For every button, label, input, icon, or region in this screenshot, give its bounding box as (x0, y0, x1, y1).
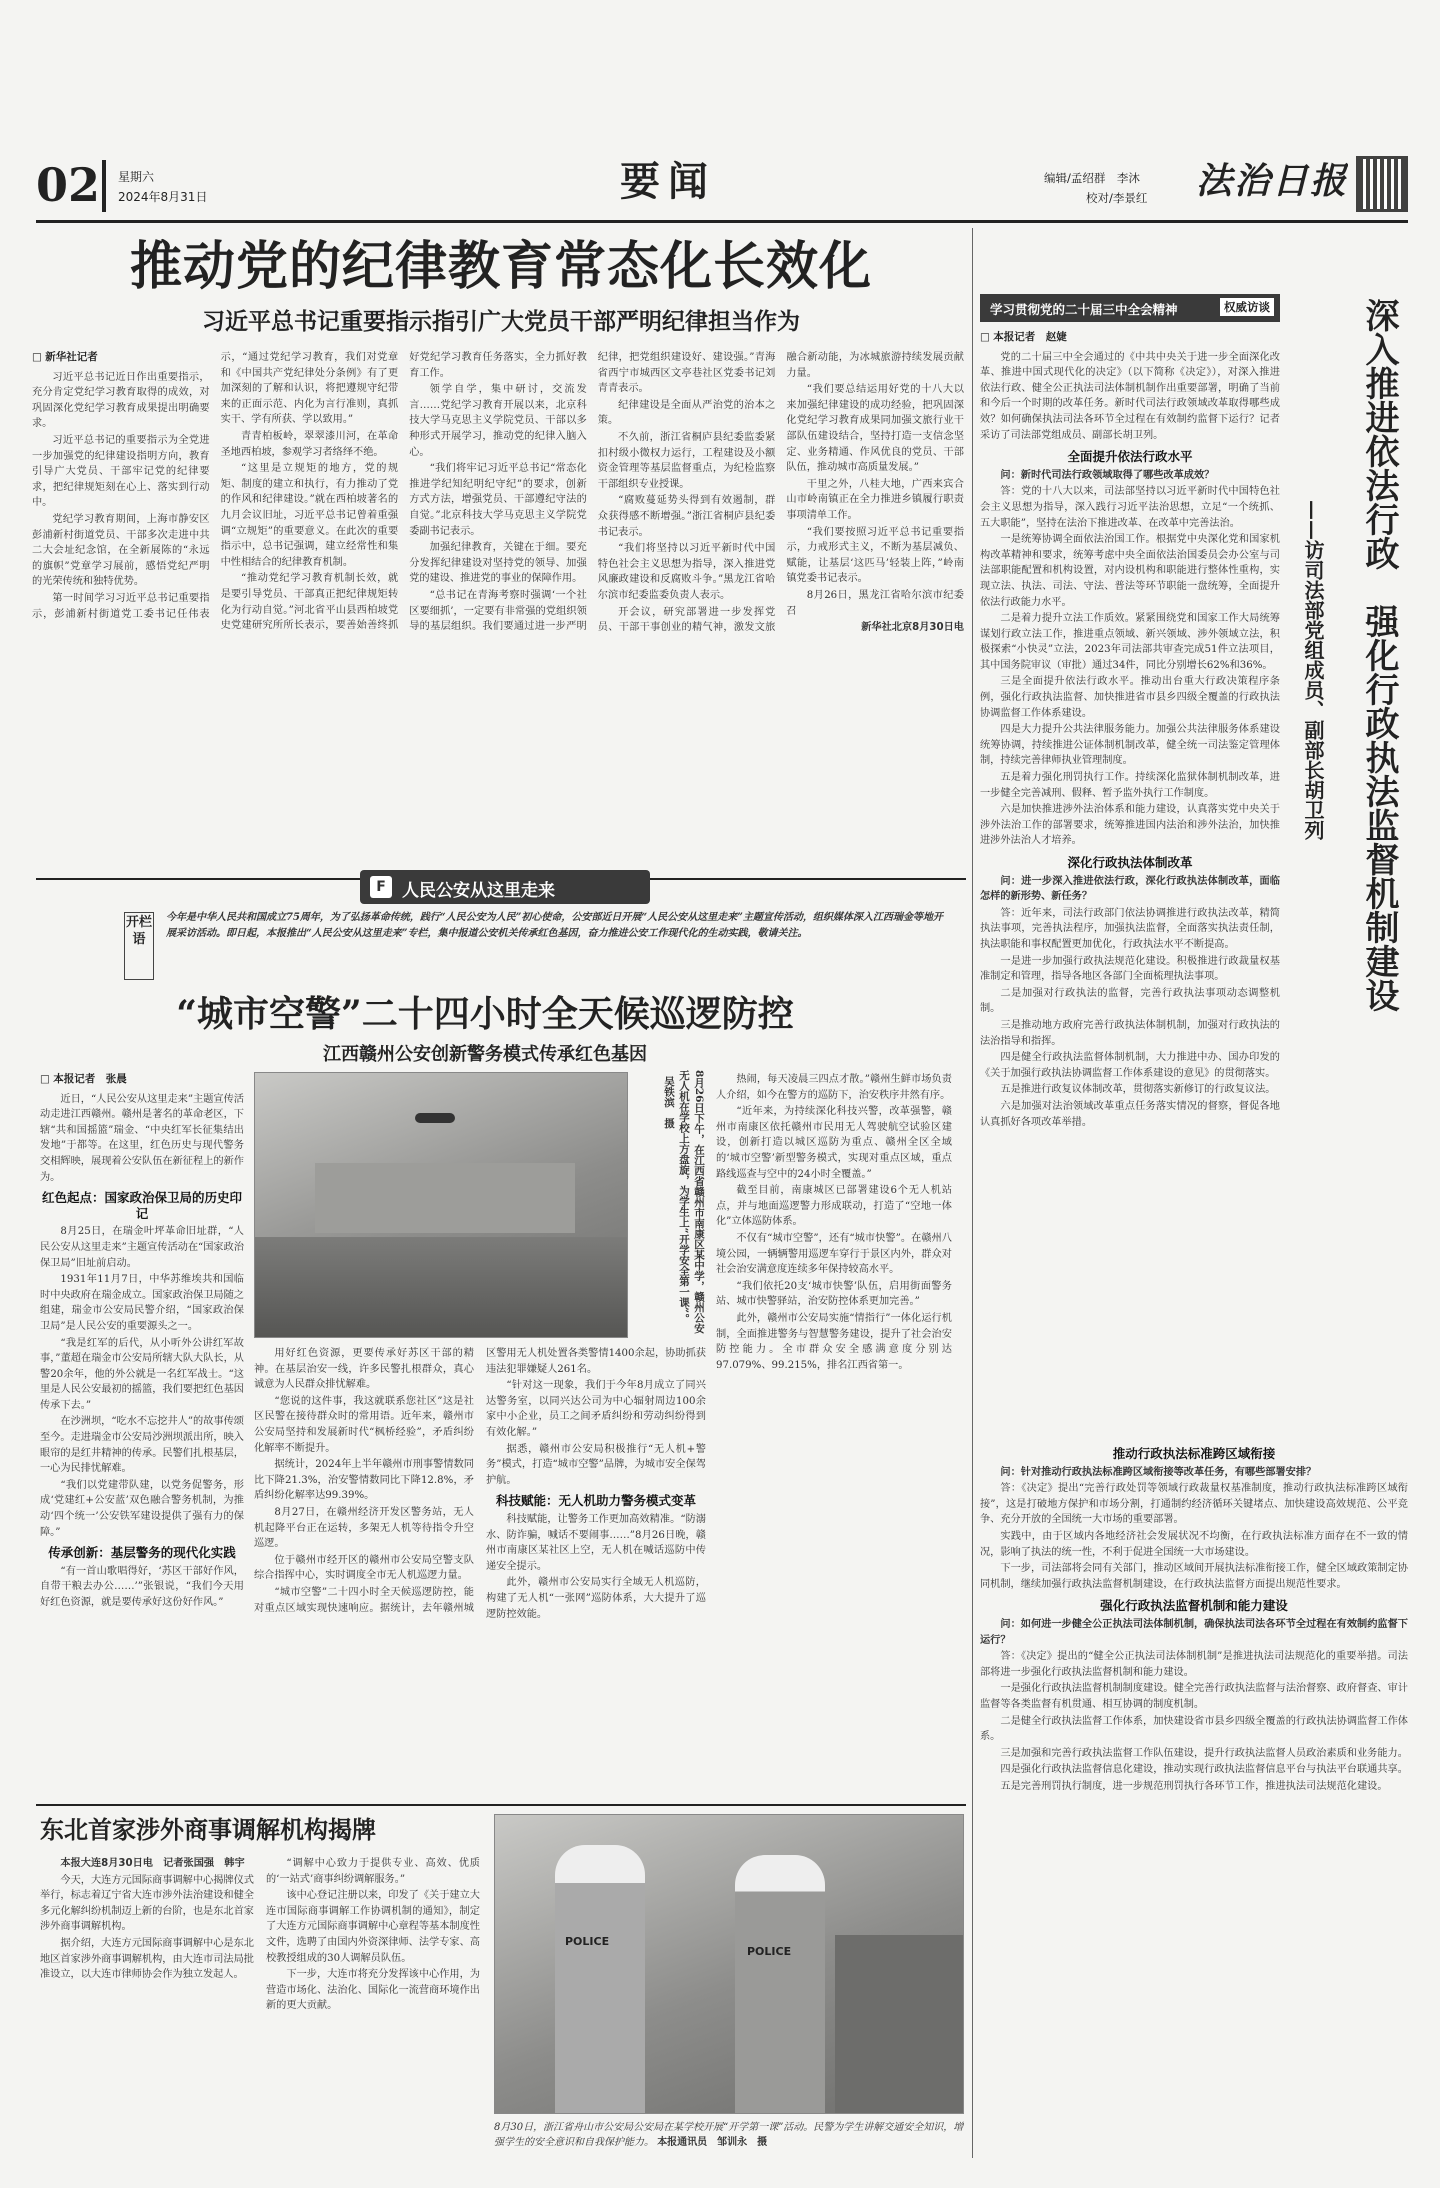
interview-answer: 答：近年来，司法行政部门依法协调推进行政执法改革，精简执法事项，完善执法程序，加强执法监督，全面落实执法责任制，执法职能和事权配置更加优化，行政执法水平不断提高。 (980, 907, 1280, 950)
police-paragraph: 8月27日，在赣州经济开发区警务站，无人机起降平台正在运转，多架无人机等待指令升空巡逻。 (254, 1506, 474, 1550)
lead-paragraph: 纪律建设是全面从严治党的治本之策。 (597, 399, 776, 427)
northeast-lead: 本报大连8月30日电 记者张国强 韩宇 (60, 1858, 245, 1869)
newspaper-logo: 法治日报 (1196, 160, 1349, 202)
lead-signoff: 新华社北京8月30日电 (861, 622, 964, 634)
masthead-rule (36, 220, 1408, 223)
interview-answer: 二是健全行政执法监督工作体系，加快建设省市县乡四级全覆盖的行政执法协调监督工作体系。 (980, 1715, 1408, 1743)
police-paragraph: 8月25日，在瑞金叶坪革命旧址群，“人民公安从这里走来”主题宣传活动在“国家政治保卫局”旧址前启动。 (40, 1226, 244, 1269)
lead-byline: □ 新华社记者 (32, 350, 210, 366)
lead-paragraph: “腐败蔓延势头得到有效遏制，群众获得感不断增强。”浙江省桐庐县纪委书记表示。 (597, 495, 776, 538)
lead-paragraph: “推动党纪学习教育机制长效，就是要引导党员、干部真正把纪律规矩转化为行动自觉。”河北省平山县西柏坡党史党建研究所所长表示，要善始善终抓好党纪学习教育任务落实，全力抓好教育工作。 (220, 352, 587, 632)
children-shape (835, 1935, 964, 2114)
interview-question: 问：新时代司法行政领域取得了哪些改革成效？ (1000, 468, 1215, 481)
interview-section-head: 全面提升依法行政水平 (1067, 449, 1193, 465)
police-paragraph: “针对这一现象，我们于今年8月成立了同兴达警务室，以同兴达公司为中心辐射周边100余家中小企业，员工之间矛盾纠纷和劳动纠纷得到有效化解。” (486, 1380, 706, 1438)
lead-paragraph: 8月26日，黑龙江省哈尔滨市纪委召 (786, 589, 964, 617)
police-paragraph: 截至目前，南康城区已部署建设6个无人机站点，并与地面巡逻警力形成联动，打造了“空地一体化”立体巡防体系。 (716, 1185, 952, 1228)
police-paragraph: “城市空警”二十四小时全天候巡逻防控，能对重点区域实现快速响应。据统计，去年赣州城区警用无人机处置各类警情1400余起，协助抓获违法犯罪嫌疑人261名。 (254, 1348, 706, 1614)
photo-caption-vertical (636, 1070, 706, 1340)
police-col-1 (40, 1072, 244, 1792)
police-paragraph: “有一首山歌唱得好，‘苏区干部好作风，自带干粮去办公……’”张银说，“我们今天用好红色资源，就是要传承好这份好作风。” (40, 1565, 244, 1608)
northeast-body (40, 1856, 480, 2158)
drone-photo (254, 1072, 628, 1338)
interview-answer: 五是推进行政复议体制改革，贯彻落实新修订的行政复议法。 (1000, 1084, 1276, 1096)
lead-paragraph: “我们将坚持以习近平新时代中国特色社会主义思想为指导，深入推进党风廉政建设和反腐败斗争。”黑龙江省哈尔滨市纪委监委负责人表示。 (597, 543, 776, 601)
interview-answer: 三是全面提升依法行政水平。推动出台重大行政决策程序条例，强化行政执法监督、加快推进省市县乡四级全覆盖的行政执法协调监督工作体系建设。 (980, 676, 1280, 719)
interview-answer: 五是着力强化刑罚执行工作。持续深化监狱体制机制改革，进一步健全完善减刑、假释、暂予监外执行工作制度。 (980, 772, 1280, 799)
police-paragraph: “我们依托20支‘城市快警’队伍，启用街面警务站、城市快警驿站，治安防控体系更加完善。” (716, 1280, 952, 1308)
northeast-paragraph: 下一步，大连市将充分发挥该中心作用，为营造市场化、法治化、国际化一流营商环境作出新的更大贡献。 (266, 1969, 480, 2012)
lead-paragraph: 第一时间学习习近平总书记重要指示，彭浦新村街道党工委书记任伟表示，“通过党纪学习教育，我们对党章和《中国共产党纪律处分条例》有了更加深刻的了解和认识，将把遵规守纪带来的正面示范、内化为言行准则，真抓实干、学有所获、学以致用。” (32, 352, 399, 620)
police-paragraph: 据统计，2024年上半年赣州市刑事警情数同比下降21.3%，治安警情数同比下降12.8%，矛盾纠纷化解率达99.39%。 (254, 1459, 474, 1502)
police-cols-2-3 (254, 1346, 706, 1792)
lead-paragraph: 习近平总书记近日作出重要指示，充分肯定党纪学习教育取得的成效，对巩固深化党纪学习教育成果提出明确要求。 (32, 371, 210, 430)
police-paragraph: “近年来，为持续深化科技兴警，改革强警，赣州市南康区依托赣州市民用无人驾驶航空试验区建设，创新打造以城区巡防为重点、赣州全区全域的‘城市空警’新型警务模式，实现对重点区域，重点路线巡查与空中的24小时全覆盖。” (716, 1106, 952, 1180)
northeast-paragraph: 该中心登记注册以来，印发了《关于建立大连市国际商事调解工作协调机制的通知》，制定了大连方元国际商事调解中心章程等基本制度性文件，选聘了由国内外资深律师、法学专家、高校教授组成的30人调解员队伍。 (266, 1890, 480, 1964)
officer-sign-right: POLICE (747, 1945, 792, 1958)
banner-text: 人民公安从这里走来 (402, 881, 555, 901)
bottom-photo-caption (494, 2120, 964, 2150)
lead-paragraph: 开会议，研究部署进一步发挥党员、干部干事创业的精气神，激发文旅融合新动能，为冰城旅游持续发展贡献力量。 (597, 352, 964, 634)
interview-title: 深入推进依法行政 强化行政执法监督机制建设 (1359, 298, 1399, 1012)
column-banner (360, 870, 650, 904)
police-paragraph: “您说的这件事，我这就联系您社区”这是社区民警在接待群众时的常用语。近年来，赣州市公安局坚持和发展新时代“枫桥经验”，矛盾纠纷化解率不断提升。 (254, 1395, 474, 1454)
police-byline: □ 本报记者 张晨 (40, 1072, 244, 1088)
police-title: “城市空警”二十四小时全天候巡逻防控 (176, 993, 794, 1035)
northeast-paragraph: 据介绍，大连方元国际商事调解中心是东北地区首家涉外商事调解机构，由大连市司法局批准设立，以大连市律师协会作为独立发起人。 (40, 1937, 254, 1981)
page-number: 02 (36, 160, 101, 210)
editor-credit: 编辑/孟绍群 李沐 (1044, 171, 1140, 185)
interview-byline: □ 本报记者 赵婕 (980, 330, 1280, 346)
police-paragraph: 此外，赣州市公安局实施“情指行”一体化运行机制，全面推进警务与智慧警务建设，提升了社会治安防控能力。全市群众安全感满意度分别达97.079%、99.215%，排名江西省第一。 (716, 1312, 952, 1371)
intro-tag: 开栏语 (124, 912, 154, 980)
lead-paragraph: “总书记在青海考察时强调‘一个社区要细抓’，一定要有非常强的党组织领导的基层组织。我们要通过进一步严明纪律，把党组织建设好、建设强。”青海省西宁市城西区文亭巷社区党委书记刘青青表示。 (409, 352, 776, 633)
police-cols-4-5 (716, 1072, 952, 1792)
interview-answer: 下一步，司法部将会同有关部门，推动区域间开展执法标准衔接工作，健全区域政策制定协同机制，继续加强行政执法监督机制建设，在行政执法监督方面提出规范性要求。 (980, 1563, 1408, 1590)
lead-title: 推动党的纪律教育常态化长效化 (129, 236, 872, 297)
weekday: 星期六 (118, 170, 155, 184)
interview-section-head: 深化行政执法体制改革 (1067, 855, 1193, 870)
lead-paragraph: 加强纪律教育，关键在于细。要充分发挥纪律建设对坚持党的领导、加强党的建设、推进党的事业的保障作用。 (409, 542, 587, 585)
lead-paragraph: 习近平总书记的重要指示为全党进一步加强党的纪律建设指明方向，教育引导广大党员、干部牢记党的纪律要求，把纪律规矩刻在心上、落实到行动中。 (32, 434, 210, 509)
officer-figure-right (735, 1855, 825, 2114)
lead-paragraph: 不久前，浙江省桐庐县纪委监委紧扣村级小微权力运行，工程建设及小额资金管理等基层监督重点，为纪检监察干部组织专业授课。 (597, 431, 776, 490)
interview-tag (980, 294, 1280, 322)
police-subtitle: 江西赣州公安创新警务模式传承红色基因 (323, 1044, 647, 1065)
police-paragraph: “我们以党建带队建，以党务促警务，形成‘党建红+公安蓝’双色融合警务机制，为推动‘四个统一’公安铁军建设提供了强有力的保障。” (40, 1479, 244, 1538)
lead-paragraph: “我们将牢记习近平总书记“常态化推进学纪知纪明纪守纪”的要求，创新方式方法，增强党员、干部遵纪守法的自觉。”北京科技大学马克思主义学院党委副书记表示。 (409, 463, 587, 537)
police-paragraph: 近日，“人民公安从这里走来”主题宣传活动走进江西赣州。赣州是著名的革命老区，下辖“共和国摇篮”瑞金、“中央红军长征集结出发地”于都等。在这里，红色历史与现代警务交相辉映，展现着公安队伍在新征程上的新作为。 (40, 1093, 244, 1183)
interview-answer: 二是着力提升立法工作质效。紧紧围绕党和国家工作大局统筹谋划行政立法工作，推进重点领域、新兴领域、涉外领域立法，积极探索“小快灵”立法，2023年司法部共审查完成51件立法项目，其中国务院审议（审批）通过34件，同比分别增长62%和36%。 (980, 613, 1280, 671)
interview-question: 问：针对推动行政执法标准跨区域衔接等改革任务，有哪些部署安排？ (1000, 1465, 1317, 1478)
police-paragraph: 1931年11月7日，中华苏维埃共和国临时中央政府在瑞金成立。国家政治保卫局随之组建，瑞金市公安局民警介绍，“国家政治保卫局”是人民公安的重要源头之一。 (40, 1274, 244, 1332)
intro-text: 今年是中华人民共和国成立75周年，为了弘扬革命传统，践行“人民公安为人民”初心使命，公安部近日开展“人民公安从这里走来”主题宣传活动，组织媒体深入江西瑞金等地开展采访活动。即日起，本报推出“人民公安从这里走来”专栏，集中报道公安机关传承红色基因，奋力推进公安工作现代化的生动实践，敬请关注。 (166, 912, 943, 939)
interview-answer: 三是加强和完善行政执法监督工作队伍建设，提升行政执法监督人员政治素质和业务能力。 (1000, 1747, 1408, 1759)
lead-paragraph: “这里是立规矩的地方，党的规矩、制度的建立和执行，有力推动了党的作风和纪律建设。”就在西柏坡著名的九月会议旧址，习近平总书记曾着重强调“立规矩”的重要意义。在此次的重要指示中，总书记强调，建立经常性和集中性相结合的纪律教育机制。 (220, 463, 399, 568)
interview-answer: 四是大力提升公共法律服务能力。加强公共法律服务体系建设统筹协调，持续推进公证体制机制改革，健全统一司法鉴定管理体制，持续完善律师执业管理制度。 (980, 724, 1280, 767)
photo-caption-text: 8月26日下午，在江西省赣州市南康区某中学，赣州公安无人机在学校上方盘旋，为学生上“开学安全第一课”。 (678, 1070, 705, 1334)
proof-credit: 校对/李景红 (1086, 191, 1148, 205)
police-paragraph: 此外，赣州市公安局实行全域无人机巡防，构建了无人机“一张网”巡防体系，大大提升了巡逻防控效能。 (486, 1577, 706, 1620)
interview-answer: 三是推动地方政府完善行政执法体制机制，加强对行政执法的法治指导和指挥。 (980, 1019, 1280, 1047)
interview-section-head: 强化行政执法监督机制和能力建设 (1100, 1598, 1288, 1614)
northeast-paragraph: “调解中心致力于提供专业、高效、优质的‘一站式’商事纠纷调解服务。” (266, 1858, 480, 1885)
interview-question: 问：如何进一步健全公正执法司法体制机制，确保执法司法各环节全过程在有效制约监督下运行？ (980, 1617, 1408, 1646)
police-paragraph: 据悉，赣州市公安局积极推行“无人机+警务”模式，打造“城市空警”品牌，为城市安全保驾护航。 (486, 1443, 706, 1486)
masthead (0, 0, 1440, 222)
interview-body-wide (980, 1440, 1408, 2158)
interview-tag-badge: 权威访谈 (1220, 298, 1274, 316)
police-subhead-1: 红色起点：国家政治保卫局的历史印记 (41, 1190, 242, 1221)
police-subhead-2: 传承创新：基层警务的现代化实践 (48, 1545, 236, 1561)
issue-date: 2024年8月31日 (118, 190, 208, 204)
interview-answer: 一是进一步加强行政执法规范化建设。积极推进行政裁量权基准制定和管理，指导各地区各部门全面梳理执法事项。 (980, 955, 1280, 983)
officer-figure-left (555, 1845, 645, 2114)
building-shape (315, 1163, 575, 1233)
photo-caption-credit: 吴铁滨 摄 (663, 1076, 675, 1129)
police-paragraph: 热闹，每天凌晨三四点才散。”赣州生鲜市场负责人介绍，如今在警方的巡防下，治安秩序井然有序。 (716, 1074, 952, 1101)
section-title: 要闻 (620, 158, 716, 205)
interview-answer: 四是强化行政执法监督信息化建设，推动实现行政执法监督信息平台与执法平台联通共享。 (1000, 1764, 1408, 1776)
northeast-paragraph: 今天，大连方元国际商事调解中心揭牌仪式举行，标志着辽宁省大连市涉外法治建设和健全多元化解纠纷机制迈上新的台阶，也是东北首家涉外商事调解机构。 (40, 1874, 254, 1933)
qr-code-icon (1356, 156, 1408, 212)
interview-answer: 六是加快推进涉外法治体系和能力建设，认真落实党中央关于涉外法治工作的部署要求，统筹推进国内法治和涉外法治，加快推进涉外法治人才培养。 (980, 804, 1280, 847)
interview-answer: 答：《决定》提出的“健全公正执法司法体制机制”是推进执法司法规范化的重要举措。司法部将进一步强化行政执法监督机制和能力建设。 (980, 1651, 1408, 1678)
column-divider (972, 228, 973, 2158)
police-paragraph: 不仅有“城市空警”，还有“城市快警”。在赣州八境公园，一辆辆警用巡逻车穿行于景区内外，群众对社会治安满意度连续多年保持较高水平。 (716, 1232, 952, 1276)
police-paragraph: 位于赣州市经开区的赣州市公安局空警支队综合指挥中心，实时调度全市无人机巡逻力量。 (254, 1554, 474, 1582)
lead-paragraph: 干里之外，八桂大地，广西来宾合山市岭南镇正在全力推进乡镇履行职责事项清单工作。 (786, 478, 964, 521)
interview-answer: 实践中，由于区域内各地经济社会发展状况不均衡，在行政执法标准方面存在不一致的情况，影响了执法的统一性，不利于促进全国统一大市场建设。 (980, 1530, 1408, 1558)
interview-answer: 二是加强对行政执法的监督，完善行政执法事项动态调整机制。 (980, 987, 1280, 1015)
lead-paragraph: 领学自学，集中研讨，交流发言……党纪学习教育开展以来，北京科技大学马克思主义学院党员、干部以多种形式开展学习，推动党的纪律入脑入心。 (409, 384, 587, 458)
interview-answer: 一是强化行政执法监督机制制度建设。健全完善行政执法监督与法治督察、政府督查、审计监督等各类监督有机贯通、相互协调的制度机制。 (980, 1683, 1408, 1710)
lead-paragraph: “我们要总结运用好党的十八大以来加强纪律建设的成功经验，把巩固深化党纪学习教育成果同加强文旅行业干部队伍建设结合，坚持打造一支信念坚定、业务精通、作风优良的党员、干部队伍，推动城市高质量发展。” (786, 384, 964, 474)
interview-answer: 答：《决定》提出“完善行政处罚等领域行政裁量权基准制度，推动行政执法标准跨区域衔接”，这是打破地方保护和市场分割，打通制约经济循环关键堵点、加快建设高效规范、公平竞争、充分开放的全国统一大市场的重要部署。 (980, 1483, 1408, 1526)
police-paragraph: “我是红军的后代，从小听外公讲红军故事，”董超在瑞金市公安局所辖大队大队长，从警20余年，他的外公就是一名红军战士。“这里是人民公安最初的摇篮，我们要把红色基因传承下去。” (40, 1337, 244, 1411)
interview-answer: 五是完善刑罚执行制度，进一步规范刑罚执行各环节工作，推进执法司法规范化建设。 (1000, 1780, 1388, 1792)
bottom-photo-credit: 本报通讯员 邹训永 摄 (657, 2137, 768, 2148)
lead-subtitle: 习近平总书记重要指示指引广大党员干部严明纪律担当作为 (202, 308, 800, 335)
interview-question: 问：进一步深入推进依法行政，深化行政执法体制改革，面临怎样的新形势、新任务？ (980, 874, 1280, 903)
interview-intro: 党的二十届三中全会通过的《中共中央关于进一步全面深化改革、推进中国式现代化的决定》（以下简称《决定》），对深入推进依法行政、健全公正执法司法体制机制作出重要部署，明确了当前和今后一个时期的改革任务。新时代司法行政领域改革取得哪些成效？如何确保执法司法各环节全过程在有效制约监督下运行？记者采访了司法部党组成员、副部长胡卫列。 (980, 351, 1280, 441)
section-rule (36, 1804, 966, 1806)
lead-paragraph: 青青柏板岭，翠翠漆川河，在革命圣地西柏坡，参观学习者络绎不绝。 (220, 430, 399, 458)
interview-section-head: 推动行政执法标准跨区域衔接 (1112, 1446, 1276, 1461)
crowd-shape (255, 1237, 628, 1337)
bottom-photo-caption-text: 8月30日，浙江省舟山市公安局公安局在某学校开展“开学第一课”活动。民警为学生讲解交通安全知识，增强学生的安全意识和自我保护能力。 (494, 2122, 964, 2148)
police-subhead-3: 科技赋能：无人机助力警务模式变革 (495, 1493, 696, 1509)
lead-paragraph: 党纪学习教育期间，上海市静安区彭浦新村街道党员、干部多次走进中共二大会址纪念馆，在全新展陈的“永远的旗帜”党章学习展前，感悟党纪严明的光荣传统和独特优势。 (32, 513, 210, 588)
drone-icon (415, 1113, 455, 1123)
officer-sign-left: POLICE (565, 1935, 610, 1948)
lead-body (32, 350, 964, 862)
interview-answer: 六是加强对法治领域改革重点任务落实情况的督察，督促各地认真抓好各项改革举措。 (980, 1100, 1280, 1128)
police-school-photo (494, 1814, 964, 2114)
interview-answer: 四是健全行政执法监督体制机制，大力推进中办、国办印发的《关于加强行政执法协调监督工作体系建设的意见》的贯彻落实。 (980, 1052, 1280, 1079)
interview-answer: 一是统筹协调全面依法治国工作。根据党中央深化党和国家机构改革精神和要求，统筹考虑中央全面依法治国委员会办公室与司法部职能配置和机构设置，对内设机构和职能进行整体性重构，实现立法、执法、司法、守法、普法等环节职能一盘统筹，全面提升依法行政能力水平。 (980, 534, 1280, 608)
police-paragraph: 在沙洲坝，“吃水不忘挖井人”的故事传颂至今。走进瑞金市公安局沙洲坝派出所，映入眼帘的是红井精神的传承。民警们扎根基层，一心为民排忧解难。 (40, 1416, 244, 1475)
northeast-title: 东北首家涉外商事调解机构揭牌 (40, 1815, 376, 1844)
lead-paragraph: “我们要按照习近平总书记重要指示，力戒形式主义，不断为基层减负、赋能，让基层‘这匹马’轻装上阵，”岭南镇党委书记表示。 (786, 526, 964, 585)
interview-side-title: ——访司法部党组成员、副部长胡卫列 (1301, 500, 1325, 840)
interview-answer: 答：党的十八大以来，司法部坚持以习近平新时代中国特色社会主义思想为指导，深入践行习近平法治思想，立足“一个统抓、五大职能”，坚持在法治下推进改革、在改革中完善法治。 (980, 486, 1280, 529)
banner-badge-icon: F (370, 876, 392, 898)
interview-tag-text: 学习贯彻党的二十届三中全会精神 (990, 302, 1178, 317)
police-paragraph: 科技赋能，让警务工作更加高效精准。“防溺水、防诈骗，喊话不要闹事……”8月26日晚，赣州市南康区某社区上空，无人机在喊话巡防中传递安全提示。 (486, 1513, 706, 1572)
police-paragraph: 用好红色资源，更要传承好苏区干部的精神。在基层治安一线，许多民警扎根群众，真心诚意为人民群众排忧解难。 (254, 1348, 474, 1391)
